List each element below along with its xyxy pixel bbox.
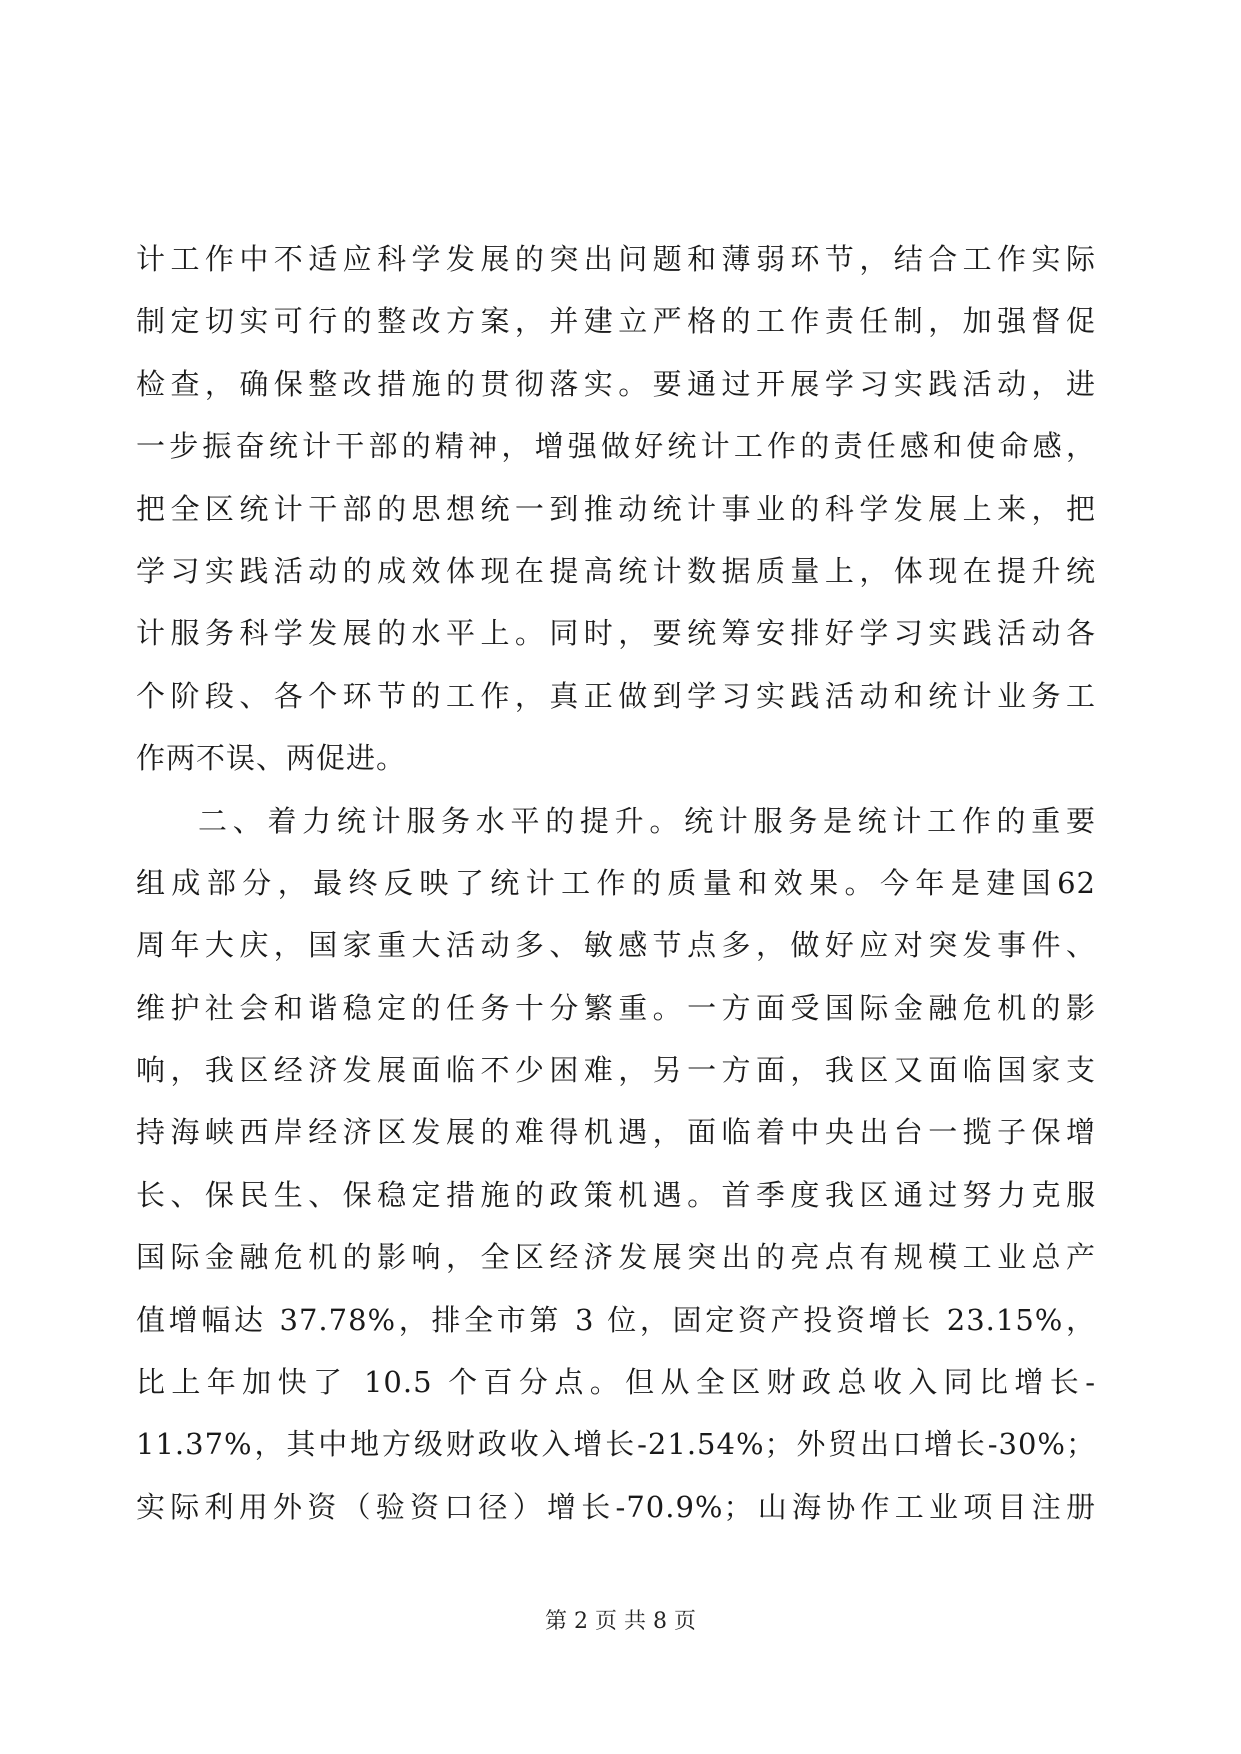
- text-line: 计工作中不适应科学发展的突出问题和薄弱环节，结合工作实际: [136, 242, 1096, 276]
- text-line: 把全区统计干部的思想统一到推动统计事业的科学发展上来，把: [136, 491, 1096, 526]
- text-line: 学习实践活动的成效体现在提高统计数据质量上，体现在提升统: [136, 553, 1096, 588]
- text-line: 长、保民生、保稳定措施的政策机遇。首季度我区通过努力克服: [136, 1177, 1096, 1212]
- text-line: 检查，确保整改措施的贯彻落实。要通过开展学习实践活动，进: [136, 366, 1096, 401]
- text-line: 11.37%，其中地方级财政收入增长-21.54%；外贸出口增长-30%；: [136, 1427, 1096, 1462]
- text-line: 组成部分，最终反映了统计工作的质量和效果。今年是建国62: [136, 865, 1096, 900]
- text-line: 计服务科学发展的水平上。同时，要统筹安排好学习实践活动各: [136, 616, 1096, 651]
- body-text: [136, 228, 1096, 1538]
- text-line: 维护社会和谐稳定的任务十分繁重。一方面受国际金融危机的影: [136, 990, 1096, 1025]
- text-line: 响，我区经济发展面临不少困难，另一方面，我区又面临国家支: [136, 1053, 1096, 1088]
- text-line: 作两不误、两促进。: [136, 741, 407, 776]
- text-line: 实际利用外资（验资口径）增长-70.9%；山海协作工业项目注册: [136, 1489, 1096, 1524]
- text-line: 二、着力统计服务水平的提升。统计服务是统计工作的重要: [198, 803, 1096, 838]
- text-line: 周年大庆，国家重大活动多、敏感节点多，做好应对突发事件、: [136, 928, 1096, 963]
- text-line: 个阶段、各个环节的工作，真正做到学习实践活动和统计业务工: [136, 678, 1096, 713]
- text-line: 持海峡西岸经济区发展的难得机遇，面临着中央出台一揽子保增: [136, 1115, 1096, 1150]
- text-line: 比上年加快了 10.5 个百分点。但从全区财政总收入同比增长-: [136, 1365, 1096, 1400]
- page-footer: 第 2 页 共 8 页: [545, 1609, 696, 1634]
- text-line: 制定切实可行的整改方案，并建立严格的工作责任制，加强督促: [136, 304, 1096, 339]
- text-line: 值增幅达 37.78%，排全市第 3 位，固定资产投资增长 23.15%，: [136, 1302, 1096, 1337]
- text-line: 国际金融危机的影响，全区经济发展突出的亮点有规模工业总产: [136, 1240, 1096, 1275]
- text-line: 一步振奋统计干部的精神，增强做好统计工作的责任感和使命感，: [136, 429, 1096, 464]
